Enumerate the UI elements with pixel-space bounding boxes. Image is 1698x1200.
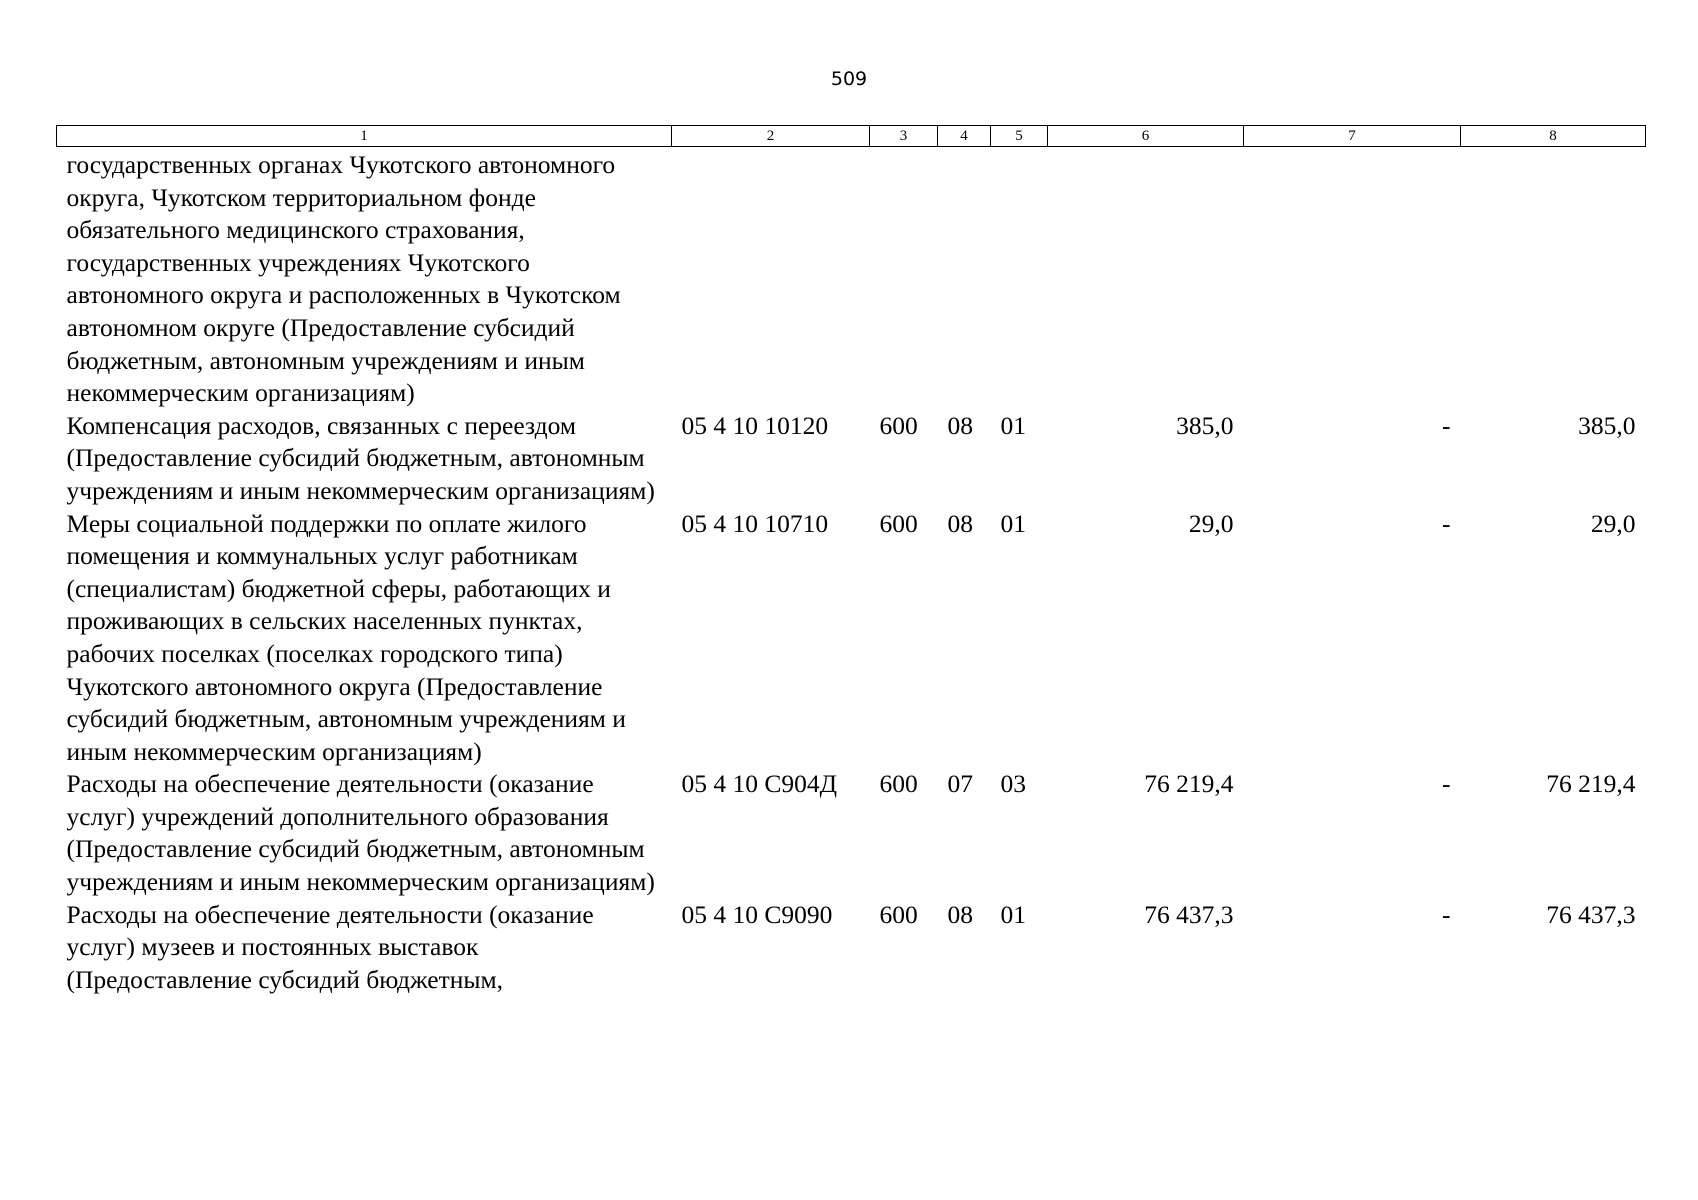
row-subsection: 03 bbox=[1000, 769, 1026, 799]
row-name: Компенсация расходов, связанных с переездом (Предоставление субсидий бюджетным, автономным учреждениям и иным некоммерческим организациям) bbox=[66, 410, 655, 505]
row-target-article bbox=[672, 147, 870, 410]
row-expense-type: 600 bbox=[879, 508, 918, 538]
row-amount: 29,0 bbox=[1188, 508, 1234, 538]
row-total: 385,0 bbox=[1578, 410, 1636, 440]
column-header: 5 bbox=[991, 126, 1048, 147]
row-change: - bbox=[1442, 508, 1451, 538]
row-name: Расходы на обеспечение деятельности (оказание услуг) музеев и постоянных выставок (Предоставление субсидий бюджетным, bbox=[66, 899, 594, 994]
row-target-article: 05 4 10 С9090 bbox=[681, 899, 833, 929]
column-header: 4 bbox=[938, 126, 991, 147]
row-subsection: 01 bbox=[1000, 410, 1026, 440]
row-name: Меры социальной поддержки по оплате жилого помещения и коммунальных услуг работникам (специалистам) бюджетной сферы, работающих и проживающих в сельских населенных пунктах, рабочих поселках (поселках городского типа) Чукотского автономного округа (Предоставление субсидий бюджетным, автономным учреждениям и иным некоммерческим организациям) bbox=[66, 508, 626, 766]
row-change: - bbox=[1442, 899, 1451, 929]
table-row bbox=[57, 508, 1646, 769]
column-header: 1 bbox=[57, 126, 672, 147]
row-target-article: 05 4 10 С904Д bbox=[681, 769, 838, 799]
row-name: Расходы на обеспечение деятельности (оказание услуг) учреждений дополнительного образования (Предоставление субсидий бюджетным, автономным учреждениям и иным некоммерческим организациям) bbox=[66, 769, 655, 897]
row-amount: 385,0 bbox=[1176, 410, 1234, 440]
row-change: - bbox=[1442, 769, 1451, 799]
row-section: 08 bbox=[947, 410, 973, 440]
table-row bbox=[57, 899, 1646, 997]
row-name: государственных органах Чукотского автономного округа, Чукотском территориальном фонде обязательного медицинского страхования, государственных учреждениях Чукотского автономного округа и расположенных в Чукотском автономном округе (Предоставление субсидий бюджетным, автономным учреждениям и иным некоммерческим организациям) bbox=[66, 150, 621, 408]
row-section bbox=[938, 147, 991, 410]
row-expense-type: 600 bbox=[879, 410, 918, 440]
row-subsection: 01 bbox=[1000, 899, 1026, 929]
page-number: 509 bbox=[830, 68, 868, 90]
column-header: 7 bbox=[1244, 126, 1461, 147]
row-expense-type: 600 bbox=[879, 899, 918, 929]
row-amount bbox=[1048, 147, 1244, 410]
row-expense-type bbox=[870, 147, 938, 410]
row-total: 29,0 bbox=[1590, 508, 1636, 538]
table-row bbox=[57, 147, 1646, 410]
row-section: 08 bbox=[947, 899, 973, 929]
row-target-article: 05 4 10 10710 bbox=[681, 508, 829, 538]
table-row bbox=[57, 410, 1646, 508]
row-subsection bbox=[991, 147, 1048, 410]
row-change: - bbox=[1442, 410, 1451, 440]
row-total: 76 437,3 bbox=[1546, 899, 1636, 929]
row-expense-type: 600 bbox=[879, 769, 918, 799]
row-section: 07 bbox=[947, 769, 973, 799]
row-total bbox=[1461, 147, 1646, 410]
column-header: 3 bbox=[870, 126, 938, 147]
table-row bbox=[57, 768, 1646, 898]
row-target-article: 05 4 10 10120 bbox=[681, 410, 829, 440]
row-amount: 76 219,4 bbox=[1144, 769, 1234, 799]
row-total: 76 219,4 bbox=[1546, 769, 1636, 799]
column-header: 6 bbox=[1048, 126, 1244, 147]
row-amount: 76 437,3 bbox=[1144, 899, 1234, 929]
column-header: 8 bbox=[1461, 126, 1646, 147]
row-section: 08 bbox=[947, 508, 973, 538]
row-subsection: 01 bbox=[1000, 508, 1026, 538]
row-change bbox=[1244, 147, 1461, 410]
table-header-row bbox=[57, 126, 1646, 147]
column-header: 2 bbox=[672, 126, 870, 147]
budget-table bbox=[56, 125, 1646, 996]
